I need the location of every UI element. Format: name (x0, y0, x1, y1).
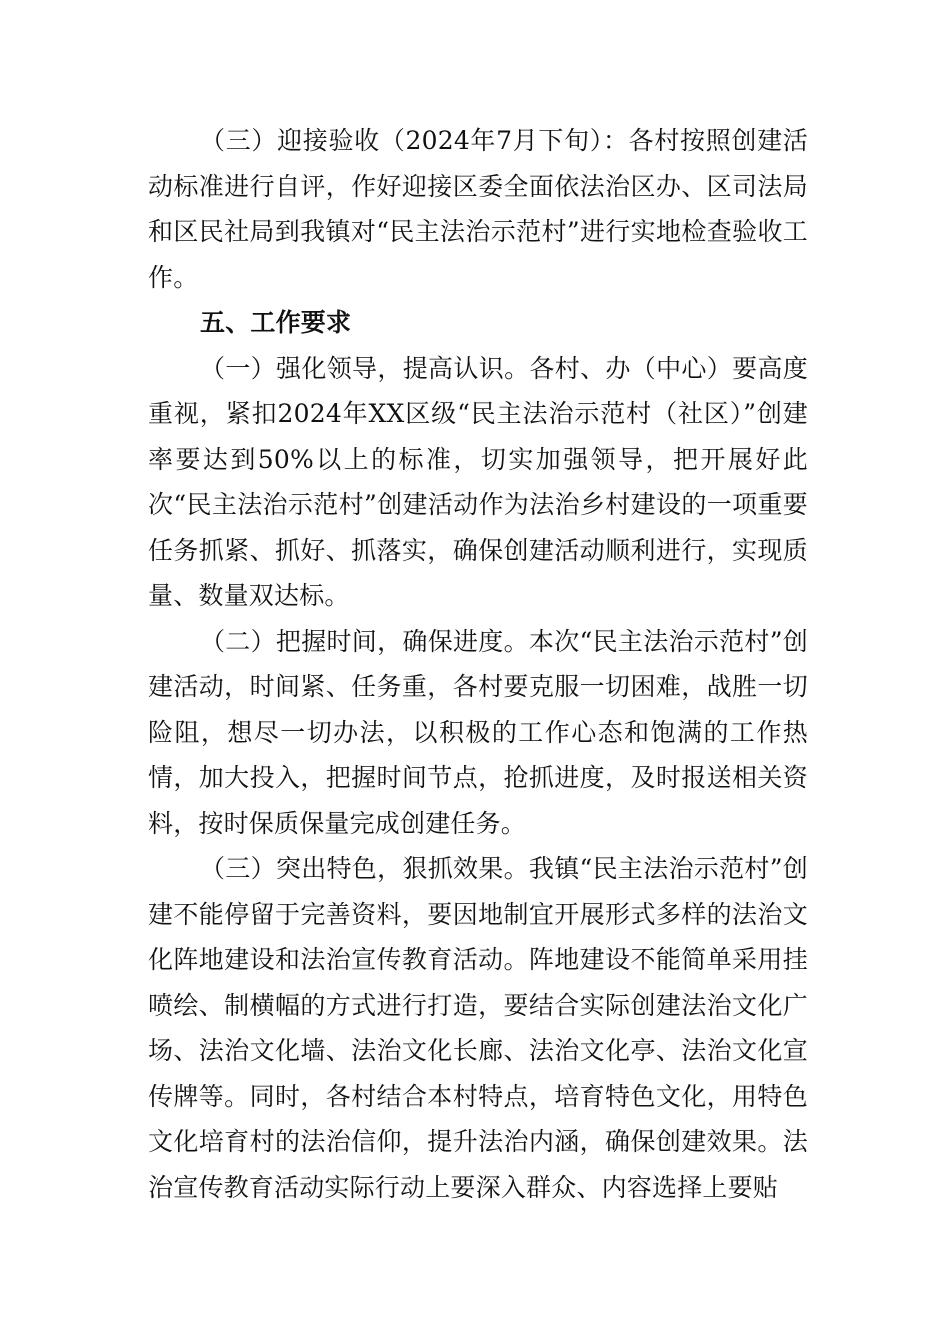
section-heading-work-requirements: 五、工作要求 (200, 308, 352, 337)
document-body (148, 118, 808, 1210)
paragraph-schedule: （二）把握时间，确保进度。本次“民主法治示范村”创建活动，时间紧、任务重，各村要克服一切困难，战胜一切险阻，想尽一切办法，以积极的工作心态和饱满的工作热情，加大投入，把握时间节点，抢抓进度，及时报送相关资料，按时保质保量完成创建任务。 (148, 626, 808, 838)
paragraph-leadership: （一）强化领导，提高认识。各村、办（中心）要高度重视，紧扣2024年XX区级“民主法治示范村（社区）”创建率要达到50%以上的标准，切实加强领导，把开展好此次“民主法治示范村”创建活动作为法治乡村建设的一项重要任务抓紧、抓好、抓落实，确保创建活动顺利进行，实现质量、数量双达标。 (148, 353, 808, 610)
paragraph-features: （三）突出特色，狠抓效果。我镇“民主法治示范村”创建不能停留于完善资料，要因地制宜开展形式多样的法治文化阵地建设和法治宣传教育活动。阵地建设不能简单采用挂喷绘、制横幅的方式进行打造，要结合实际创建法治文化广场、法治文化墙、法治文化长廊、法治文化亭、法治文化宣传牌等。同时，各村结合本村特点，培育特色文化，用特色文化培育村的法治信仰，提升法治内涵，确保创建效果。法治宣传教育活动实际行动上要深入群众、内容选择上要贴 (148, 854, 808, 1202)
paragraph-acceptance: （三）迎接验收（2024年7月下旬）：各村按照创建活动标准进行自评，作好迎接区委全面依法治区办、区司法局和区民社局到我镇对“民主法治示范村”进行实地检查验收工作。 (148, 126, 808, 292)
